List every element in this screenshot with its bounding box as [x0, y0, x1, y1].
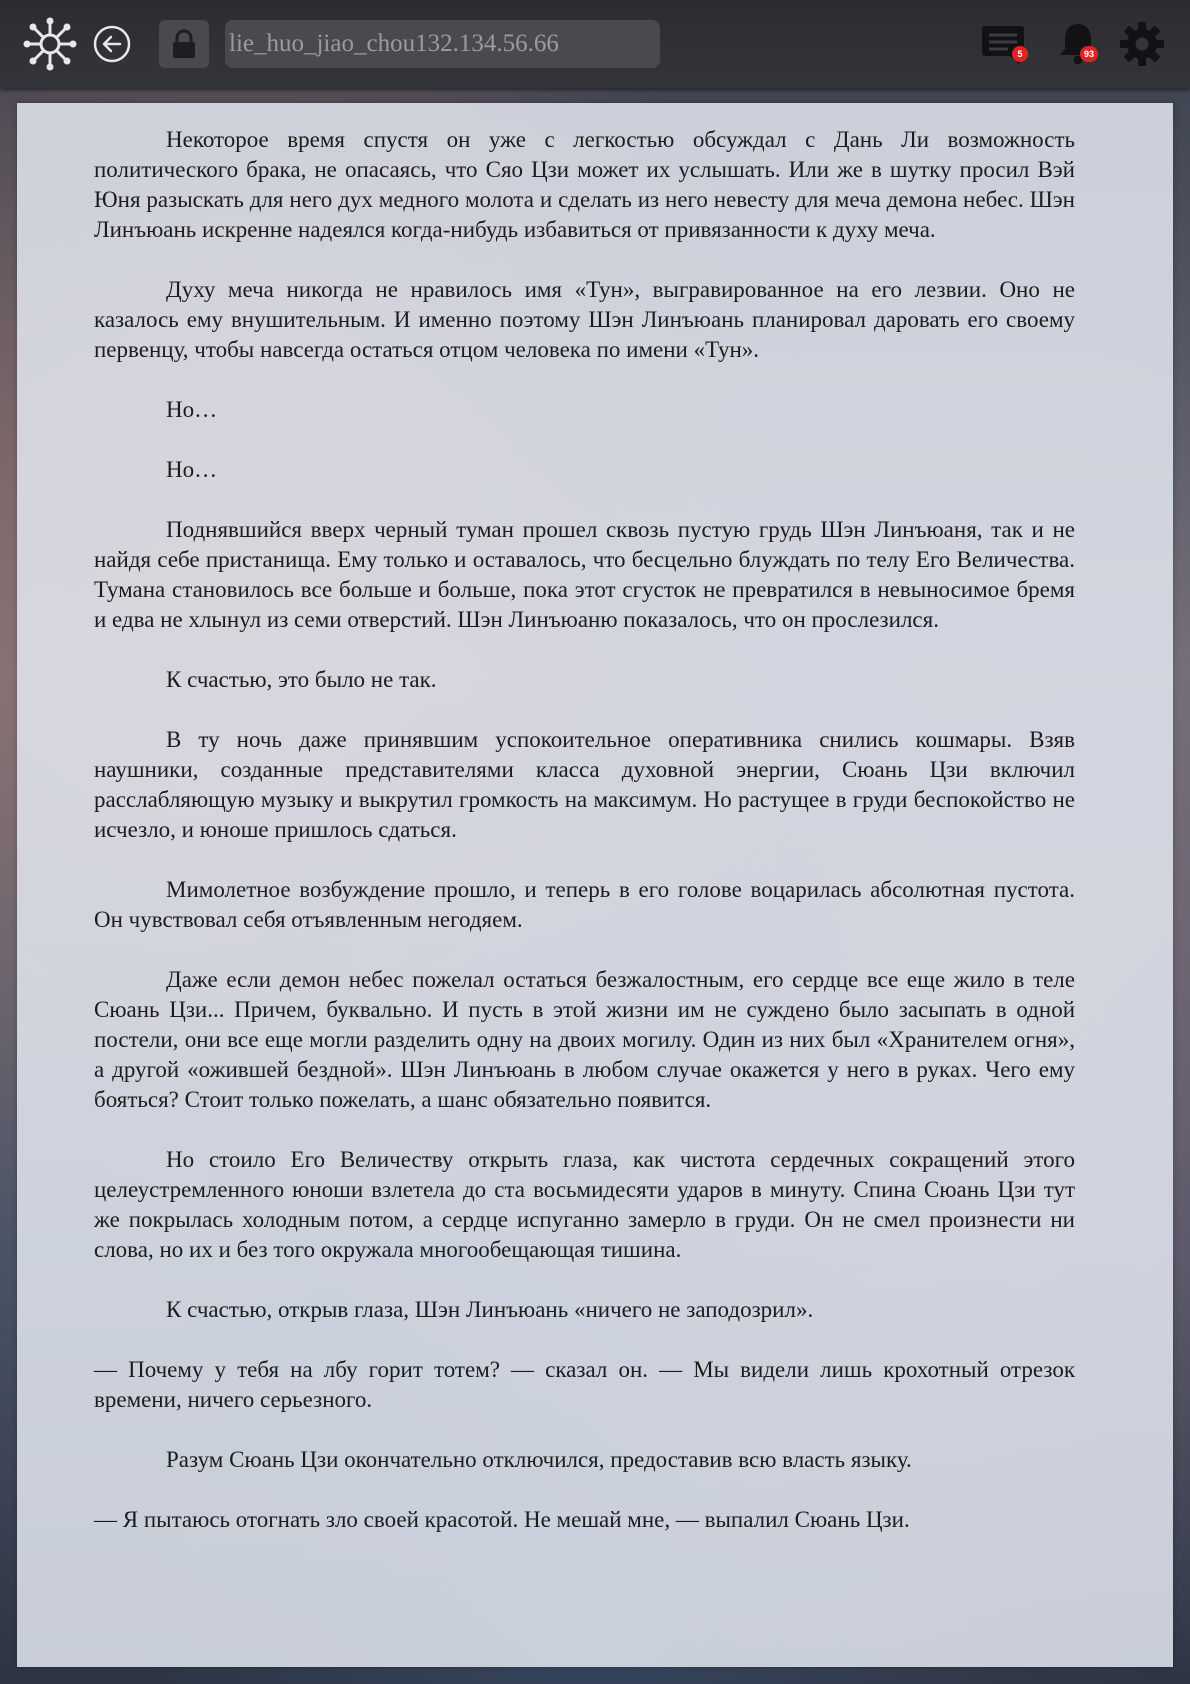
- paragraph: Но стоило Его Величеству открыть глаза, как чистота сердечных сокращений этого целеустремленного юноши взлетела до ста восьмидесяти ударов в минуту. Спина Сюань Цзи тут же покрылась холодным потом, а сердце испуганно замерло в груди. Он не смел произнести ни слова, но их и без того окружала многообещающая тишина.: [94, 1147, 1075, 1262]
- top-toolbar: [0, 0, 1190, 88]
- lock-button[interactable]: [159, 20, 209, 68]
- paragraph: К счастью, это было не так.: [166, 667, 437, 692]
- paragraph: Но…: [166, 397, 218, 422]
- network-hub-icon[interactable]: [22, 16, 78, 72]
- paragraph: — Почему у тебя на лбу горит тотем? — сказал он. — Мы видели лишь крохотный отрезок времени, ничего серьезного.: [94, 1357, 1075, 1412]
- paragraph: Поднявшийся вверх черный туман прошел сквозь пустую грудь Шэн Линъюаня, так и не найдя себе пристанища. Ему только и оставалось, что бесцельно блуждать по телу Его Величества. Тумана становилось все больше и больше, пока этот сгусток не превратился в невыносимое бремя и едва не хлынул из семи отверстий. Шэн Линъюаню показалось, что он прослезился.: [94, 517, 1075, 632]
- paragraph: Некоторое время спустя он уже с легкостью обсуждал с Дань Ли возможность политического брака, не опасаясь, что Сяо Цзи может их услышать. Или же в шутку просил Вэй Юня разыскать для него дух медного молота и сделать из него невесту для меча демона небес. Шэн Линъюань искренне надеялся когда-нибудь избавиться от привязанности к духу меча.: [94, 127, 1075, 242]
- paragraph: Духу меча никогда не нравилось имя «Тун», выгравированное на его лезвии. Оно не казалось ему внушительным. И именно поэтому Шэн Линъюань планировал даровать его своему первенцу, чтобы навсегда остаться отцом человека по имени «Тун».: [94, 277, 1075, 362]
- paragraph: Разум Сюань Цзи окончательно отключился, предоставив всю власть языку.: [166, 1447, 912, 1472]
- address-input[interactable]: lie_huo_jiao_chou132.134.56.66: [225, 20, 660, 68]
- messages-badge: 5: [1012, 46, 1028, 62]
- chapter-text: [94, 125, 1075, 1565]
- paragraph: К счастью, открыв глаза, Шэн Линъюань «ничего не заподозрил».: [166, 1297, 814, 1322]
- paragraph: В ту ночь даже принявшим успокоительное оперативника снились кошмары. Взяв наушники, созданные представителями класса духовной энергии, Сюань Цзи включил расслабляющую музыку и выкрутил громкость на максимум. Но растущее в груди беспокойство не исчезло, и юноше пришлось сдаться.: [94, 727, 1075, 842]
- paragraph: — Я пытаюсь отогнать зло своей красотой. Не мешай мне, — выпалил Сюань Цзи.: [94, 1507, 910, 1532]
- paragraph: Но…: [166, 457, 218, 482]
- reading-panel: [17, 103, 1173, 1667]
- back-arrow-icon[interactable]: [92, 24, 132, 64]
- gear-icon[interactable]: [1118, 20, 1166, 68]
- lock-icon: [168, 28, 200, 60]
- paragraph: Даже если демон небес пожелал остаться безжалостным, его сердце все еще жило в теле Сюань Цзи... Причем, буквально. И пусть в этой жизни им не суждено было засыпать в одной постели, они все еще могли разделить одну на двоих могилу. Один из них был «Хранителем огня», а другой «ожившей бездной». Шэн Линъюань в любом случае окажется у него в руках. Чего ему бояться? Стоит только пожелать, а шанс обязательно появится.: [94, 967, 1075, 1112]
- notifications-badge: 93: [1080, 46, 1098, 62]
- paragraph: Мимолетное возбуждение прошло, и теперь в его голове воцарилась абсолютная пустота. Он чувствовал себя отъявленным негодяем.: [94, 877, 1075, 932]
